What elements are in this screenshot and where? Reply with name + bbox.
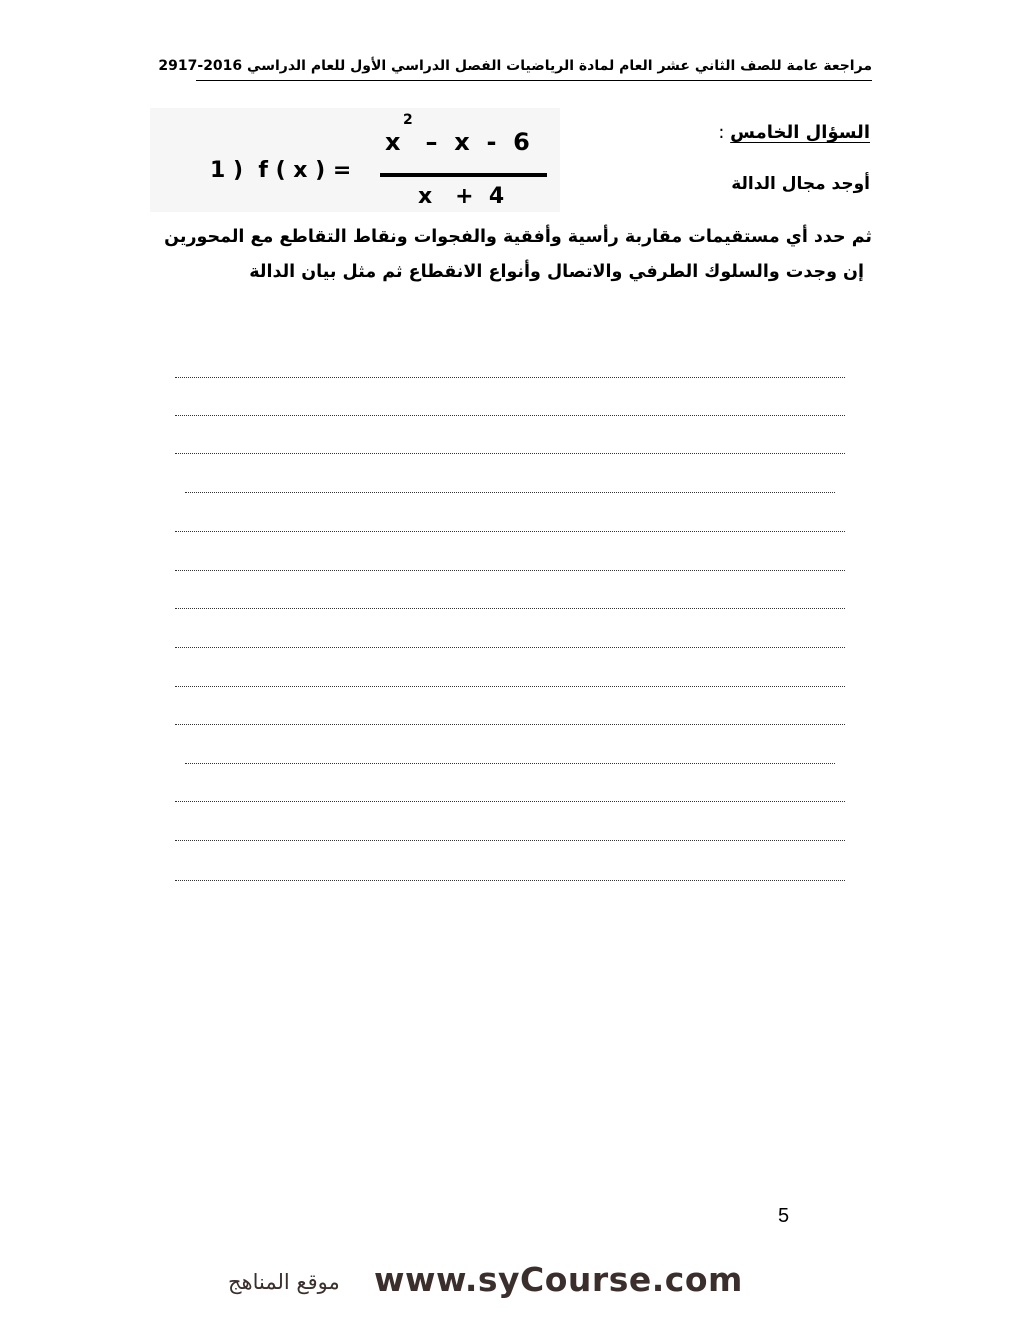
fraction-bar — [380, 173, 547, 177]
page-number: 5 — [778, 1205, 790, 1227]
answer-line — [175, 453, 845, 454]
question-subtitle: أوجد مجال الدالة — [731, 174, 870, 194]
site-url: www.syCourse.com — [374, 1260, 743, 1299]
question-instruction-line-1: ثم حدد أي مستقيمات مقاربة رأسية وأفقية والفجوات ونقاط التقاطع مع المحورين — [164, 227, 872, 247]
question-title-text: السؤال الخامس — [730, 122, 870, 143]
answer-line — [185, 492, 835, 493]
answer-line — [175, 724, 845, 725]
answer-line — [175, 570, 845, 571]
function-formula — [150, 108, 560, 212]
site-name: موقع المناهج — [228, 1270, 340, 1294]
answer-line — [185, 763, 835, 764]
answer-line — [175, 801, 845, 802]
answer-line — [175, 840, 845, 841]
page-header: مراجعة عامة للصف الثاني عشر العام لمادة الرياضيات الفصل الدراسي الأول للعام الدراسي 2016-2917 — [158, 58, 872, 74]
formula-denominator: x + 4 — [418, 184, 505, 209]
site-watermark — [228, 1260, 788, 1310]
question-instruction-line-2: إن وجدت والسلوك الطرفي والاتصال وأنواع الانقطاع ثم مثل بيان الدالة — [249, 262, 864, 282]
answer-line — [175, 531, 845, 532]
answer-line — [175, 647, 845, 648]
answer-line — [175, 686, 845, 687]
answer-line — [175, 880, 845, 881]
formula-label: 1 ) f ( x ) = — [210, 158, 352, 183]
formula-numerator: x – x - 6 — [385, 128, 530, 156]
answer-line — [175, 415, 845, 416]
question-title — [718, 122, 870, 143]
answer-line — [175, 377, 845, 378]
formula-exponent: 2 — [403, 112, 413, 128]
answer-line — [175, 608, 845, 609]
question-title-colon: : — [718, 122, 731, 143]
header-underline — [196, 80, 872, 81]
